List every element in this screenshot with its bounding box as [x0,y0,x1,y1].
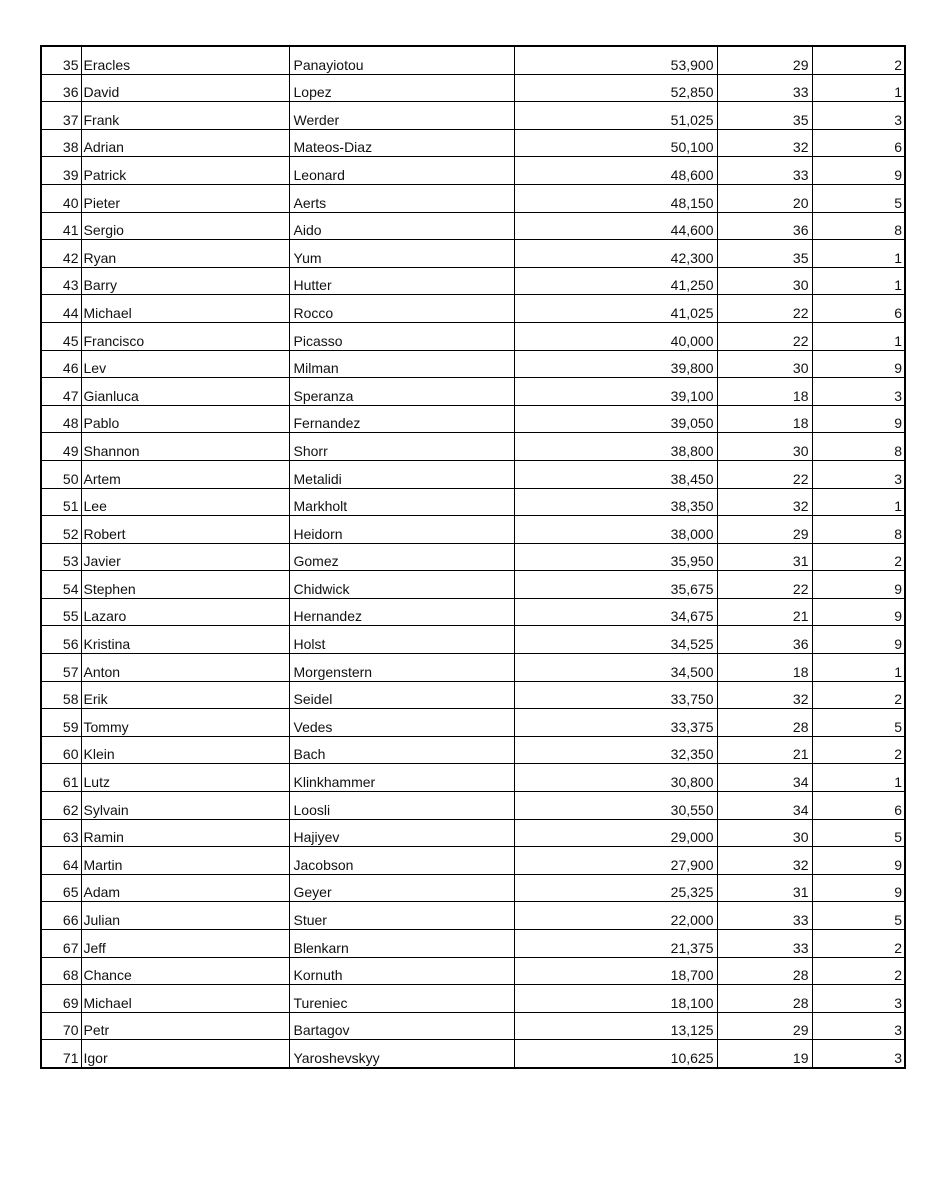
last-name-cell: Aido [289,212,514,240]
age-cell: 30 [717,819,812,847]
rank-cell: 56 [41,626,81,654]
code-cell: 3 [812,460,905,488]
last-name-cell: Kornuth [289,957,514,985]
last-name-cell: Loosli [289,792,514,820]
first-name-cell: Martin [81,847,289,875]
table-row [41,543,905,571]
table-row [41,709,905,737]
code-cell: 3 [812,1012,905,1040]
code-cell: 9 [812,874,905,902]
code-cell: 9 [812,405,905,433]
last-name-cell: Chidwick [289,571,514,599]
first-name-cell: Adrian [81,129,289,157]
first-name-cell: Lee [81,488,289,516]
age-cell: 32 [717,488,812,516]
code-cell: 2 [812,930,905,958]
code-cell: 3 [812,378,905,406]
last-name-cell: Aerts [289,184,514,212]
last-name-cell: Rocco [289,295,514,323]
last-name-cell: Hajiyev [289,819,514,847]
age-cell: 22 [717,460,812,488]
code-cell: 9 [812,350,905,378]
last-name-cell: Panayiotou [289,46,514,74]
rank-cell: 60 [41,736,81,764]
last-name-cell: Bach [289,736,514,764]
first-name-cell: Barry [81,267,289,295]
first-name-cell: Julian [81,902,289,930]
code-cell: 1 [812,488,905,516]
amount-cell: 41,250 [514,267,717,295]
code-cell: 1 [812,240,905,268]
rank-cell: 37 [41,102,81,130]
last-name-cell: Gomez [289,543,514,571]
age-cell: 33 [717,902,812,930]
table-row [41,1012,905,1040]
first-name-cell: Michael [81,985,289,1013]
amount-cell: 39,100 [514,378,717,406]
age-cell: 28 [717,709,812,737]
amount-cell: 10,625 [514,1040,717,1068]
amount-cell: 39,050 [514,405,717,433]
first-name-cell: Ramin [81,819,289,847]
age-cell: 31 [717,874,812,902]
amount-cell: 18,100 [514,985,717,1013]
table-row [41,654,905,682]
rank-cell: 53 [41,543,81,571]
amount-cell: 33,375 [514,709,717,737]
table-row [41,129,905,157]
table-row [41,74,905,102]
rank-cell: 47 [41,378,81,406]
first-name-cell: Adam [81,874,289,902]
rank-cell: 70 [41,1012,81,1040]
rank-cell: 49 [41,433,81,461]
amount-cell: 38,800 [514,433,717,461]
age-cell: 30 [717,433,812,461]
last-name-cell: Geyer [289,874,514,902]
table-row [41,792,905,820]
first-name-cell: Artem [81,460,289,488]
age-cell: 31 [717,543,812,571]
table-row [41,378,905,406]
last-name-cell: Milman [289,350,514,378]
amount-cell: 38,350 [514,488,717,516]
age-cell: 35 [717,240,812,268]
age-cell: 20 [717,184,812,212]
code-cell: 3 [812,1040,905,1068]
amount-cell: 30,550 [514,792,717,820]
table-row [41,598,905,626]
rank-cell: 48 [41,405,81,433]
amount-cell: 48,600 [514,157,717,185]
table-row [41,460,905,488]
table-row [41,350,905,378]
table-row [41,295,905,323]
rank-cell: 52 [41,516,81,544]
first-name-cell: Petr [81,1012,289,1040]
rank-cell: 36 [41,74,81,102]
rank-cell: 46 [41,350,81,378]
rank-cell: 44 [41,295,81,323]
table-row [41,957,905,985]
amount-cell: 35,675 [514,571,717,599]
first-name-cell: Igor [81,1040,289,1068]
last-name-cell: Leonard [289,157,514,185]
last-name-cell: Heidorn [289,516,514,544]
amount-cell: 27,900 [514,847,717,875]
code-cell: 1 [812,654,905,682]
age-cell: 30 [717,267,812,295]
code-cell: 5 [812,902,905,930]
first-name-cell: Patrick [81,157,289,185]
code-cell: 1 [812,267,905,295]
first-name-cell: Ryan [81,240,289,268]
first-name-cell: Pablo [81,405,289,433]
table-row [41,184,905,212]
amount-cell: 40,000 [514,322,717,350]
amount-cell: 13,125 [514,1012,717,1040]
table-row [41,819,905,847]
amount-cell: 35,950 [514,543,717,571]
amount-cell: 39,800 [514,350,717,378]
code-cell: 6 [812,129,905,157]
rank-cell: 63 [41,819,81,847]
last-name-cell: Vedes [289,709,514,737]
first-name-cell: Chance [81,957,289,985]
code-cell: 9 [812,571,905,599]
table-row [41,930,905,958]
rank-cell: 71 [41,1040,81,1068]
last-name-cell: Metalidi [289,460,514,488]
age-cell: 29 [717,1012,812,1040]
last-name-cell: Holst [289,626,514,654]
rank-cell: 50 [41,460,81,488]
age-cell: 32 [717,129,812,157]
first-name-cell: Lev [81,350,289,378]
code-cell: 1 [812,74,905,102]
first-name-cell: Lutz [81,764,289,792]
rank-cell: 58 [41,681,81,709]
table-row [41,433,905,461]
last-name-cell: Bartagov [289,1012,514,1040]
table-row [41,267,905,295]
amount-cell: 25,325 [514,874,717,902]
age-cell: 19 [717,1040,812,1068]
table-row [41,157,905,185]
rank-cell: 59 [41,709,81,737]
last-name-cell: Morgenstern [289,654,514,682]
code-cell: 6 [812,295,905,323]
amount-cell: 21,375 [514,930,717,958]
age-cell: 33 [717,930,812,958]
rank-cell: 64 [41,847,81,875]
amount-cell: 30,800 [514,764,717,792]
age-cell: 21 [717,598,812,626]
rank-cell: 40 [41,184,81,212]
first-name-cell: Erik [81,681,289,709]
code-cell: 1 [812,322,905,350]
rank-cell: 69 [41,985,81,1013]
table-row [41,902,905,930]
last-name-cell: Hutter [289,267,514,295]
code-cell: 6 [812,792,905,820]
code-cell: 5 [812,819,905,847]
rank-cell: 68 [41,957,81,985]
first-name-cell: David [81,74,289,102]
rank-cell: 67 [41,930,81,958]
rank-cell: 39 [41,157,81,185]
amount-cell: 38,000 [514,516,717,544]
age-cell: 18 [717,378,812,406]
results-table [40,45,906,1069]
amount-cell: 44,600 [514,212,717,240]
age-cell: 33 [717,74,812,102]
code-cell: 8 [812,516,905,544]
table-row [41,46,905,74]
last-name-cell: Stuer [289,902,514,930]
age-cell: 22 [717,322,812,350]
rank-cell: 43 [41,267,81,295]
amount-cell: 34,500 [514,654,717,682]
last-name-cell: Speranza [289,378,514,406]
first-name-cell: Klein [81,736,289,764]
age-cell: 36 [717,626,812,654]
last-name-cell: Fernandez [289,405,514,433]
last-name-cell: Yaroshevskyy [289,1040,514,1068]
table-row [41,240,905,268]
amount-cell: 41,025 [514,295,717,323]
age-cell: 22 [717,295,812,323]
last-name-cell: Picasso [289,322,514,350]
first-name-cell: Frank [81,102,289,130]
last-name-cell: Tureniec [289,985,514,1013]
rank-cell: 66 [41,902,81,930]
table-row [41,626,905,654]
amount-cell: 22,000 [514,902,717,930]
first-name-cell: Anton [81,654,289,682]
first-name-cell: Stephen [81,571,289,599]
age-cell: 29 [717,516,812,544]
first-name-cell: Jeff [81,930,289,958]
first-name-cell: Robert [81,516,289,544]
rank-cell: 65 [41,874,81,902]
last-name-cell: Jacobson [289,847,514,875]
rank-cell: 41 [41,212,81,240]
last-name-cell: Blenkarn [289,930,514,958]
amount-cell: 51,025 [514,102,717,130]
code-cell: 9 [812,847,905,875]
age-cell: 28 [717,957,812,985]
code-cell: 8 [812,433,905,461]
age-cell: 34 [717,764,812,792]
table-row [41,681,905,709]
code-cell: 1 [812,764,905,792]
age-cell: 21 [717,736,812,764]
code-cell: 9 [812,157,905,185]
table-row [41,516,905,544]
amount-cell: 52,850 [514,74,717,102]
age-cell: 32 [717,681,812,709]
age-cell: 18 [717,405,812,433]
first-name-cell: Michael [81,295,289,323]
age-cell: 18 [717,654,812,682]
code-cell: 8 [812,212,905,240]
first-name-cell: Sylvain [81,792,289,820]
rank-cell: 54 [41,571,81,599]
last-name-cell: Yum [289,240,514,268]
last-name-cell: Mateos-Diaz [289,129,514,157]
last-name-cell: Lopez [289,74,514,102]
code-cell: 2 [812,681,905,709]
rank-cell: 55 [41,598,81,626]
amount-cell: 33,750 [514,681,717,709]
code-cell: 5 [812,184,905,212]
rank-cell: 57 [41,654,81,682]
code-cell: 9 [812,626,905,654]
rank-cell: 38 [41,129,81,157]
code-cell: 2 [812,957,905,985]
age-cell: 36 [717,212,812,240]
amount-cell: 34,675 [514,598,717,626]
rank-cell: 45 [41,322,81,350]
table-row [41,212,905,240]
table-row [41,764,905,792]
code-cell: 2 [812,736,905,764]
amount-cell: 18,700 [514,957,717,985]
table-row [41,1040,905,1068]
amount-cell: 34,525 [514,626,717,654]
age-cell: 29 [717,46,812,74]
amount-cell: 50,100 [514,129,717,157]
first-name-cell: Lazaro [81,598,289,626]
first-name-cell: Pieter [81,184,289,212]
results-table-body [41,46,905,1068]
table-row [41,985,905,1013]
age-cell: 34 [717,792,812,820]
rank-cell: 35 [41,46,81,74]
code-cell: 5 [812,709,905,737]
table-row [41,874,905,902]
first-name-cell: Sergio [81,212,289,240]
table-row [41,405,905,433]
age-cell: 35 [717,102,812,130]
code-cell: 3 [812,102,905,130]
last-name-cell: Markholt [289,488,514,516]
amount-cell: 53,900 [514,46,717,74]
age-cell: 33 [717,157,812,185]
first-name-cell: Shannon [81,433,289,461]
age-cell: 30 [717,350,812,378]
table-row [41,322,905,350]
amount-cell: 38,450 [514,460,717,488]
first-name-cell: Javier [81,543,289,571]
amount-cell: 29,000 [514,819,717,847]
rank-cell: 61 [41,764,81,792]
last-name-cell: Klinkhammer [289,764,514,792]
first-name-cell: Gianluca [81,378,289,406]
age-cell: 28 [717,985,812,1013]
last-name-cell: Werder [289,102,514,130]
code-cell: 2 [812,46,905,74]
rank-cell: 51 [41,488,81,516]
first-name-cell: Francisco [81,322,289,350]
rank-cell: 42 [41,240,81,268]
rank-cell: 62 [41,792,81,820]
code-cell: 3 [812,985,905,1013]
amount-cell: 42,300 [514,240,717,268]
table-row [41,102,905,130]
code-cell: 9 [812,598,905,626]
amount-cell: 48,150 [514,184,717,212]
age-cell: 22 [717,571,812,599]
first-name-cell: Tommy [81,709,289,737]
table-row [41,847,905,875]
first-name-cell: Kristina [81,626,289,654]
first-name-cell: Eracles [81,46,289,74]
last-name-cell: Hernandez [289,598,514,626]
table-row [41,488,905,516]
last-name-cell: Shorr [289,433,514,461]
table-row [41,736,905,764]
table-row [41,571,905,599]
amount-cell: 32,350 [514,736,717,764]
code-cell: 2 [812,543,905,571]
last-name-cell: Seidel [289,681,514,709]
age-cell: 32 [717,847,812,875]
